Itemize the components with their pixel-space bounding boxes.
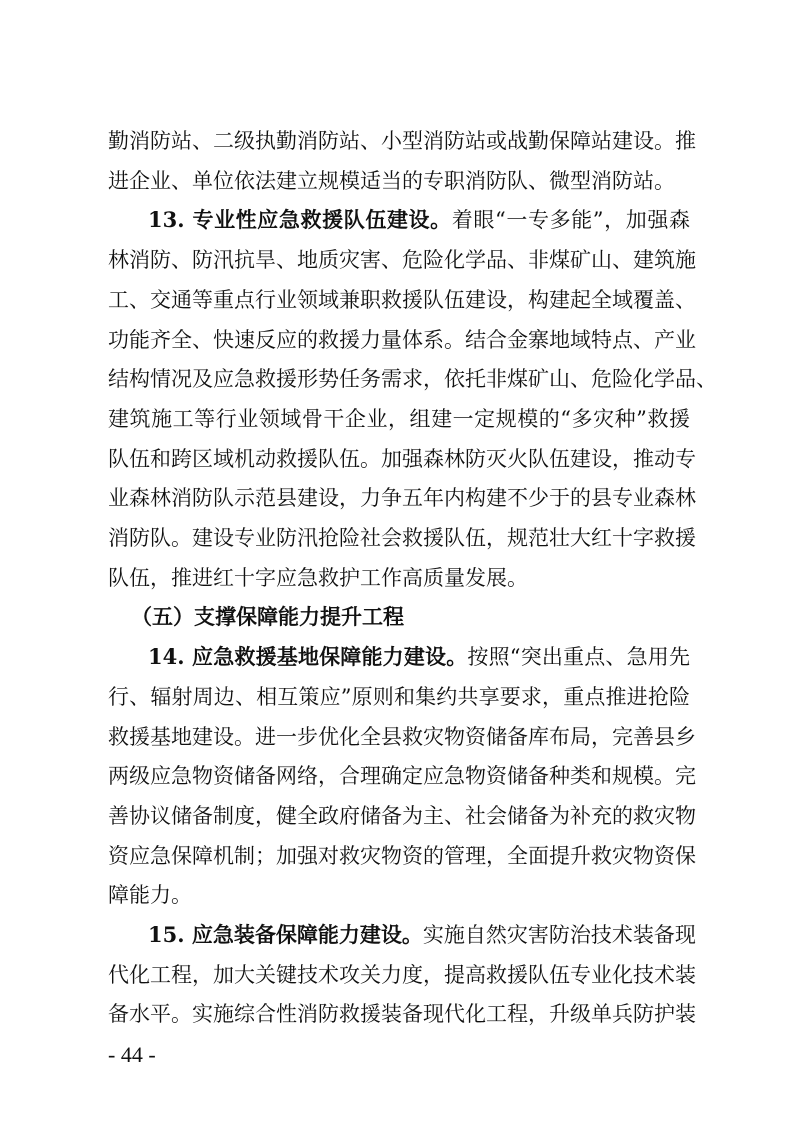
text-line [108, 798, 696, 834]
body-text: 结构情况及应急救援形势任务需求，依托非煤矿山、危险化学品、 [108, 367, 717, 392]
body-text: 建筑施工等行业领域骨干企业，组建一定规模的“多灾种”救援 [108, 406, 690, 431]
body-text: 队伍，推进红十字应急救护工作高质量发展。 [108, 565, 528, 590]
text-line [108, 838, 696, 874]
text-line [108, 361, 717, 397]
text-line [108, 242, 696, 278]
body-text: 障能力。 [108, 883, 192, 908]
text-line [108, 401, 690, 437]
text-line [108, 957, 696, 993]
body-text: 按照“突出重点、急用先 [467, 645, 690, 670]
text-line [148, 639, 690, 675]
text-line [108, 441, 696, 477]
body-text: 资应急保障机制；加强对救灾物资的管理，全面提升救灾物资保 [108, 843, 696, 868]
section-heading: 15. 应急装备保障能力建设。 [148, 922, 423, 947]
text-line [148, 917, 696, 953]
body-text: 善协议储备制度，健全政府储备为主、社会储备为补充的救灾物 [108, 803, 696, 828]
section-heading: 14. 应急救援基地保障能力建设。 [148, 644, 468, 670]
text-line [108, 758, 696, 794]
body-text: 备水平。实施综合性消防救援装备现代化工程，升级单兵防护装 [108, 1002, 696, 1027]
text-line [108, 520, 696, 556]
section-heading: （五）支撑保障能力提升工程 [131, 604, 404, 630]
section-heading: 13. 专业性应急救援队伍建设。 [148, 207, 452, 233]
body-text: 林消防、防汛抗旱、地质灾害、危险化学品、非煤矿山、建筑施 [108, 248, 696, 273]
text-line [108, 480, 696, 516]
text-line [108, 877, 192, 913]
text-line [108, 163, 675, 199]
body-text: 代化工程，加大关键技术攻关力度，提高救援队伍专业化技术装 [108, 962, 696, 987]
body-text: 行、辐射周边、相互策应”原则和集约共享要求，重点推进抢险 [108, 684, 690, 709]
body-text: 功能齐全、快速反应的救援力量体系。结合金寨地域特点、产业 [108, 327, 696, 352]
text-line [108, 322, 696, 358]
text-line [108, 560, 528, 596]
text-line [131, 599, 404, 635]
text-line [148, 202, 690, 238]
text-line [108, 282, 696, 318]
body-text: 两级应急物资储备网络，合理确定应急物资储备种类和规模。完 [108, 764, 696, 789]
body-text: 业森林消防队示范县建设，力争五年内构建不少于的县专业森林 [108, 486, 696, 511]
text-line [108, 719, 696, 755]
text-line [108, 679, 690, 715]
body-text: 队伍和跨区域机动救援队伍。加强森林防灭火队伍建设，推动专 [108, 446, 696, 471]
body-text: 实施自然灾害防治技术装备现 [422, 923, 696, 947]
body-text: 工、交通等重点行业领域兼职救援队伍建设，构建起全域覆盖、 [108, 287, 696, 312]
body-text: 进企业、单位依法建立规模适当的专职消防队、微型消防站。 [108, 168, 675, 193]
body-text: 着眼“一专多能”，加强森 [451, 208, 690, 233]
page-number: - 44 - [108, 1042, 156, 1067]
text-line [108, 123, 696, 159]
text-line [108, 996, 696, 1032]
body-text: 勤消防站、二级执勤消防站、小型消防站或战勤保障站建设。推 [108, 129, 696, 153]
body-text: 救援基地建设。进一步优化全县救灾物资储备库布局，完善县乡 [108, 724, 696, 749]
body-text: 消防队。建设专业防汛抢险社会救援队伍，规范壮大红十字救援 [108, 526, 696, 550]
